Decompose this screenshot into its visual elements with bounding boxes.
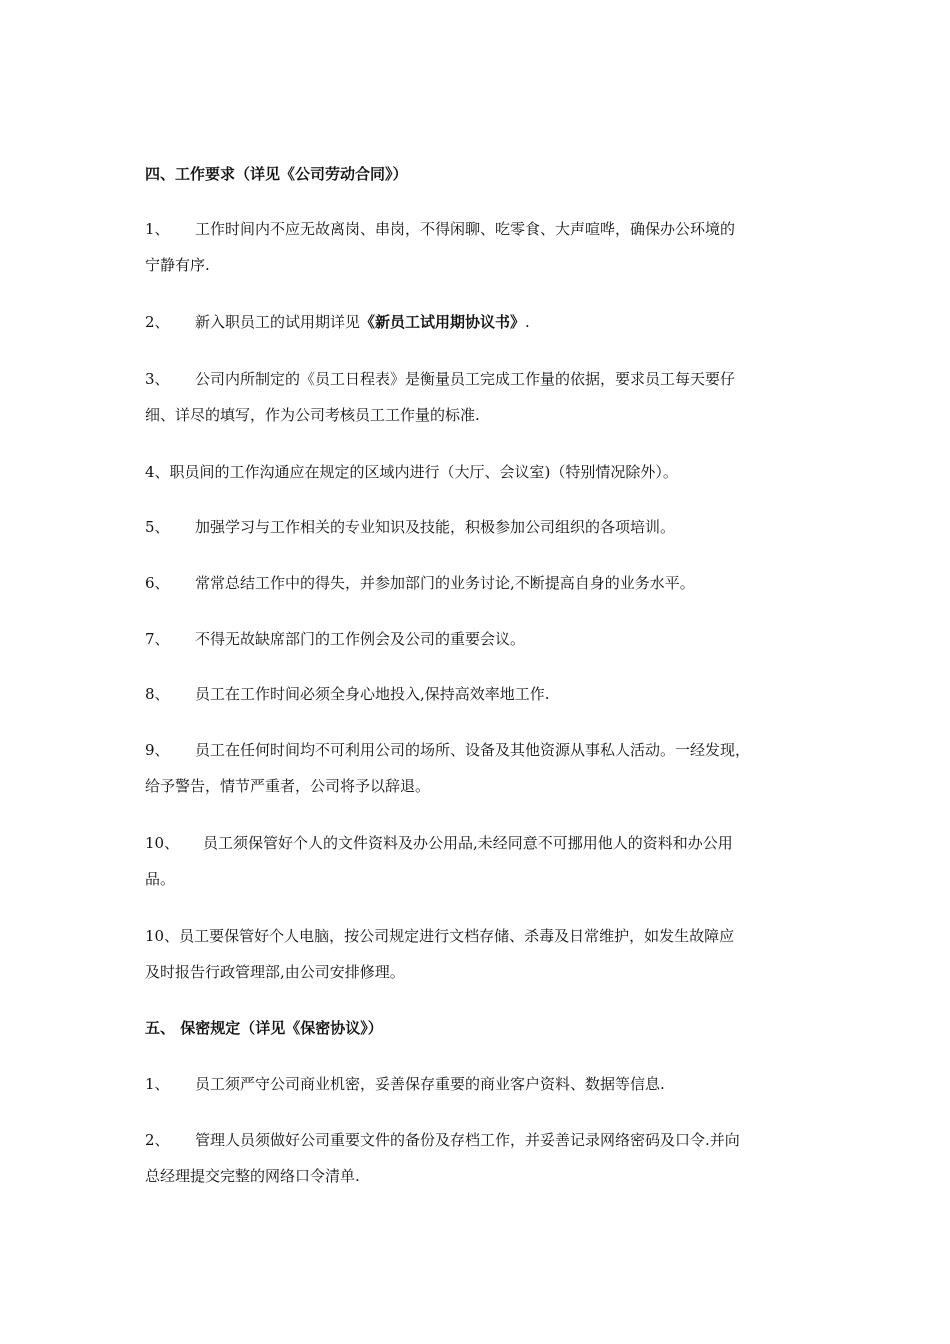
- item-number: 1、: [145, 220, 170, 238]
- item-text: 管理人员须做好公司重要文件的备份及存档工作，并妥善记录网络密码及口令.并向: [195, 1131, 740, 1149]
- item-number: 9、: [145, 741, 170, 759]
- item-number: 6、: [145, 574, 170, 592]
- item-text-continued: 及时报告行政管理部,由公司安排修理。: [145, 963, 405, 981]
- list-item: [145, 219, 735, 239]
- item-text: 员工须严守公司商业机密，妥善保存重要的商业客户资料、数据等信息.: [195, 1075, 665, 1093]
- item-number: 8、: [145, 685, 170, 703]
- list-item: [145, 1130, 740, 1150]
- list-item: [145, 312, 530, 332]
- list-item: [145, 369, 735, 389]
- item-number: 10、: [145, 834, 180, 852]
- list-item: 10、员工要保管好个人电脑，按公司规定进行文档存储、杀毒及日常维护，如发生故障应: [145, 927, 735, 945]
- section-5-heading: 五、 保密规定（详见《保密协议》）: [145, 1019, 383, 1037]
- section-4-heading: 四、工作要求（详见《公司劳动合同》）: [145, 165, 408, 183]
- item-number: 1、: [145, 1075, 170, 1093]
- list-item: [145, 740, 750, 760]
- list-item: 4、职员间的工作沟通应在规定的区域内进行（大厅、会议室)（特别情况除外）。: [145, 463, 678, 481]
- item-text-continued: 品。: [145, 870, 176, 888]
- item-text: 公司内所制定的《员工日程表》是衡量员工完成工作量的依据，要求员工每天要仔: [195, 370, 736, 388]
- item-text: 新入职员工的试用期详见: [195, 313, 361, 331]
- item-text: 员工在工作时间必须全身心地投入,保持高效率地工作.: [195, 685, 550, 703]
- agreement-title: 《新员工试用期协议书》: [360, 313, 526, 331]
- item-text-continued: 总经理提交完整的网络口令清单.: [145, 1167, 360, 1185]
- item-number: 3、: [145, 370, 170, 388]
- list-item: [145, 684, 550, 704]
- item-text-continued: 细、详尽的填写，作为公司考核员工工作量的标准.: [145, 406, 480, 424]
- item-text: 工作时间内不应无故离岗、串岗，不得闲聊、吃零食、大声喧哗，确保办公环境的: [195, 220, 736, 238]
- item-number: 2、: [145, 1131, 170, 1149]
- item-text: 不得无故缺席部门的工作例会及公司的重要会议。: [195, 630, 526, 648]
- item-text: 常常总结工作中的得失，并参加部门的业务讨论,不断提高自身的业务水平。: [195, 574, 695, 592]
- list-item: [145, 629, 525, 649]
- list-item: [145, 833, 733, 853]
- item-number: 7、: [145, 630, 170, 648]
- item-text: 员工在任何时间均不可利用公司的场所、设备及其他资源从事私人活动。一经发现，: [195, 741, 751, 759]
- item-text-continued: 宁静有序.: [145, 256, 210, 274]
- list-item: [145, 517, 675, 537]
- item-number: 2、: [145, 313, 170, 331]
- item-text: 员工须保管好个人的文件资料及办公用品,未经同意不可挪用他人的资料和办公用: [203, 834, 733, 852]
- item-text-end: .: [525, 313, 530, 331]
- list-item: [145, 1074, 665, 1094]
- list-item: [145, 573, 695, 593]
- item-text: 加强学习与工作相关的专业知识及技能，积极参加公司组织的各项培训。: [195, 518, 676, 536]
- item-text-continued: 给予警告，情节严重者，公司将予以辞退。: [145, 777, 431, 795]
- item-number: 5、: [145, 518, 170, 536]
